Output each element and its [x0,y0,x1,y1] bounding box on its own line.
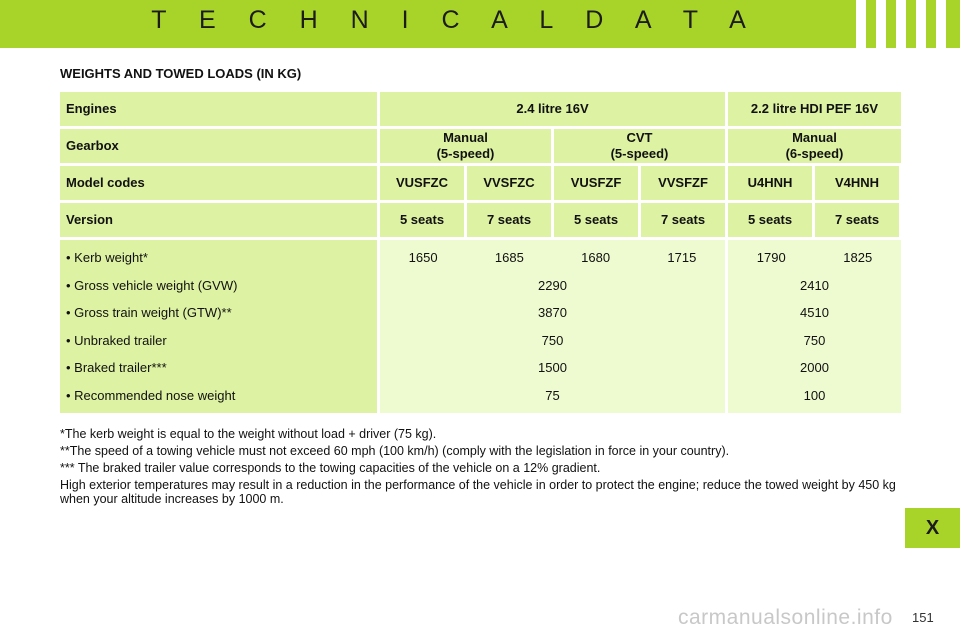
gearbox-manual-5 [380,129,551,163]
model-code: V4HNH [815,166,899,200]
row-label: • Gross vehicle weight (GVW) [66,277,238,293]
model-code: VUSFZF [554,166,638,200]
model-codes-row [60,166,901,200]
gearbox-name: Manual [443,130,488,145]
table-cell: 2290 [538,277,567,293]
model-code: VVSFZF [641,166,725,200]
stripe [916,0,926,48]
chapter-tab[interactable]: X [905,508,960,548]
table-cell: 750 [803,332,826,348]
petrol-values [380,240,725,413]
weights-body [60,240,901,413]
gearbox-name: Manual [792,130,837,145]
gearbox-speed: (5-speed) [436,146,495,161]
stripe [856,0,866,48]
table-cell: 75 [545,387,560,403]
row-label: • Gross train weight (GTW)** [66,305,232,321]
engines-label: Engines [60,92,377,126]
footnote: *** The braked trailer value corresponds to the towing capacities of the vehicle on a 12% gradient. [60,461,601,475]
footnote: *The kerb weight is equal to the weight without load + driver (75 kg). [60,427,437,441]
engine-petrol: 2.4 litre 16V [380,92,725,126]
diesel-values [728,240,901,413]
gearbox-speed: (5-speed) [610,146,669,161]
kerb-weight-petrol [380,244,725,272]
row-label: • Kerb weight* [66,250,148,266]
table-cell: 1715 [667,250,697,266]
footnotes [60,427,905,509]
row-label: • Braked trailer*** [66,360,167,376]
gearbox-row [60,129,901,163]
table-cell: 100 [803,387,826,403]
gearbox-label: Gearbox [60,129,377,163]
table-cell: 1825 [843,250,873,266]
weights-table [60,92,901,413]
engine-diesel: 2.2 litre HDI PEF 16V [728,92,901,126]
model-code: U4HNH [728,166,812,200]
model-code: VUSFZC [380,166,464,200]
version: 5 seats [728,203,812,237]
footnote: High exterior temperatures may result in a reduction in the performance of the vehicle in order to protect the engine; reduce the towed weight by 450 kg when your altitude increases by 1000 m. [60,478,896,506]
section-title: WEIGHTS AND TOWED LOADS (IN KG) [60,66,302,81]
page-number: 151 [912,610,934,625]
gearbox-cvt-5 [554,129,725,163]
table-cell: 1650 [408,250,438,266]
table-cell: 750 [541,332,564,348]
stripe [876,0,886,48]
version: 5 seats [380,203,464,237]
decorative-stripes [856,0,946,48]
footnote: **The speed of a towing vehicle must not exceed 60 mph (100 km/h) (comply with the legislation in force in your country). [60,444,730,458]
stripe [936,0,946,48]
table-cell: 1790 [756,250,786,266]
table-cell: 3870 [538,305,567,321]
version: 7 seats [641,203,725,237]
model-code: VVSFZC [467,166,551,200]
model-codes-label: Model codes [60,166,377,200]
row-label: • Recommended nose weight [66,387,236,403]
version: 7 seats [467,203,551,237]
version-row [60,203,901,237]
version: 5 seats [554,203,638,237]
header-banner [0,0,960,48]
version: 7 seats [815,203,899,237]
table-cell: 1680 [581,250,611,266]
gearbox-speed: (6-speed) [785,146,844,161]
stripe [896,0,906,48]
page-title: T E C H N I C A L D A T A [151,6,759,34]
kerb-weight-diesel [728,244,901,272]
table-cell: 2000 [800,360,829,376]
table-cell: 4510 [800,305,829,321]
table-cell: 2410 [800,277,829,293]
gearbox-manual-6 [728,129,901,163]
table-cell: 1500 [538,360,567,376]
gearbox-name: CVT [626,130,653,145]
weight-labels [60,240,377,413]
table-cell: 1685 [494,250,524,266]
engines-row [60,92,901,126]
watermark: carmanualsonline.info [678,606,893,629]
row-label: • Unbraked trailer [66,332,167,348]
version-label: Version [60,203,377,237]
